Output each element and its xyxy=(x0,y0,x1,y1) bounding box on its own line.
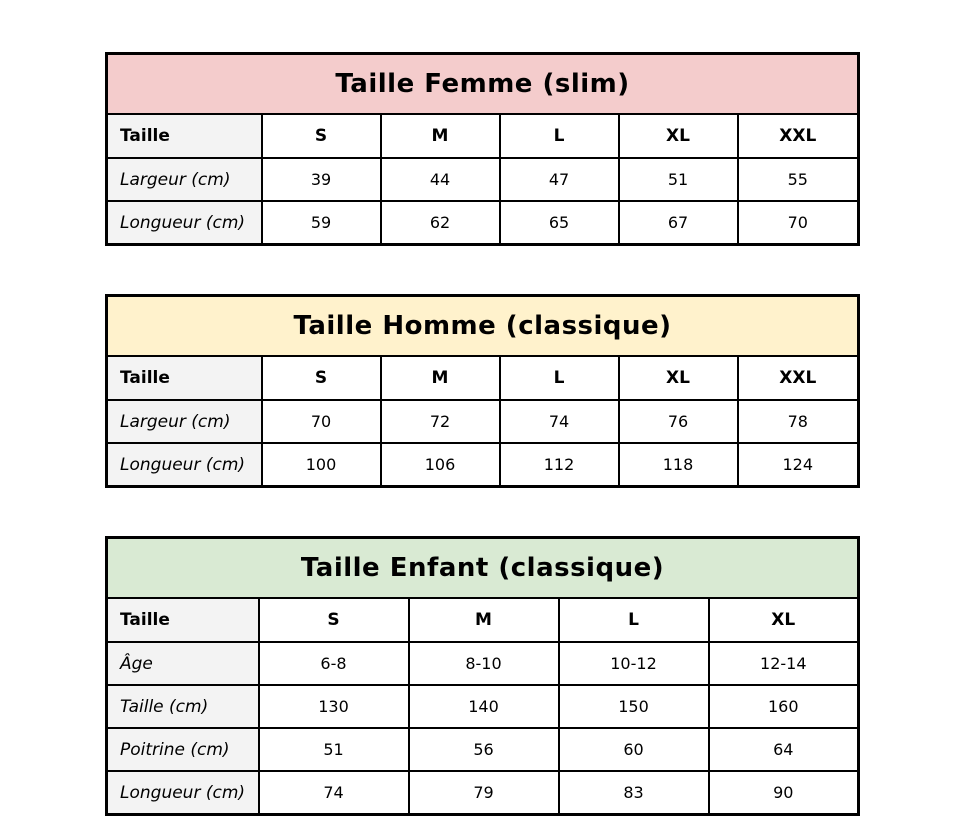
table-header-row xyxy=(107,114,859,158)
row-label: Largeur (cm) xyxy=(107,158,262,201)
size-value-cell: 60 xyxy=(559,728,709,771)
corner-header: Taille xyxy=(107,598,259,642)
corner-header: Taille xyxy=(107,356,262,400)
column-header-xxl: XXL xyxy=(738,356,859,400)
size-value-cell: 78 xyxy=(738,400,859,443)
row-label: Longueur (cm) xyxy=(107,443,262,487)
size-value-cell: 83 xyxy=(559,771,709,815)
column-header-l: L xyxy=(500,356,619,400)
size-value-cell: 10-12 xyxy=(559,642,709,685)
table-title-row xyxy=(107,54,859,115)
size-table-homme xyxy=(105,294,860,488)
size-value-cell: 55 xyxy=(738,158,859,201)
table-header-row xyxy=(107,598,859,642)
size-value-cell: 124 xyxy=(738,443,859,487)
column-header-xl: XL xyxy=(619,114,738,158)
table-title-femme: Taille Femme (slim) xyxy=(107,54,859,115)
size-value-cell: 160 xyxy=(709,685,859,728)
column-header-m: M xyxy=(409,598,559,642)
size-value-cell: 44 xyxy=(381,158,500,201)
size-value-cell: 12-14 xyxy=(709,642,859,685)
size-value-cell: 70 xyxy=(738,201,859,245)
table-row xyxy=(107,728,859,771)
size-value-cell: 70 xyxy=(262,400,381,443)
table-row xyxy=(107,642,859,685)
size-value-cell: 90 xyxy=(709,771,859,815)
corner-header: Taille xyxy=(107,114,262,158)
size-table-femme xyxy=(105,52,860,246)
column-header-m: M xyxy=(381,356,500,400)
size-value-cell: 74 xyxy=(500,400,619,443)
size-value-cell: 6-8 xyxy=(259,642,409,685)
size-value-cell: 130 xyxy=(259,685,409,728)
table-row xyxy=(107,201,859,245)
size-value-cell: 76 xyxy=(619,400,738,443)
size-value-cell: 140 xyxy=(409,685,559,728)
column-header-l: L xyxy=(500,114,619,158)
table-title-row xyxy=(107,538,859,599)
row-label: Longueur (cm) xyxy=(107,201,262,245)
table-row xyxy=(107,685,859,728)
size-value-cell: 150 xyxy=(559,685,709,728)
size-value-cell: 65 xyxy=(500,201,619,245)
size-value-cell: 64 xyxy=(709,728,859,771)
size-value-cell: 62 xyxy=(381,201,500,245)
table-row xyxy=(107,158,859,201)
size-value-cell: 59 xyxy=(262,201,381,245)
column-header-xl: XL xyxy=(709,598,859,642)
table-row xyxy=(107,400,859,443)
column-header-s: S xyxy=(262,356,381,400)
row-label: Longueur (cm) xyxy=(107,771,259,815)
column-header-xxl: XXL xyxy=(738,114,859,158)
size-value-cell: 39 xyxy=(262,158,381,201)
column-header-m: M xyxy=(381,114,500,158)
size-value-cell: 100 xyxy=(262,443,381,487)
size-value-cell: 106 xyxy=(381,443,500,487)
size-value-cell: 74 xyxy=(259,771,409,815)
size-value-cell: 112 xyxy=(500,443,619,487)
size-value-cell: 47 xyxy=(500,158,619,201)
size-value-cell: 8-10 xyxy=(409,642,559,685)
row-label: Taille (cm) xyxy=(107,685,259,728)
size-value-cell: 56 xyxy=(409,728,559,771)
size-value-cell: 118 xyxy=(619,443,738,487)
size-value-cell: 67 xyxy=(619,201,738,245)
column-header-s: S xyxy=(262,114,381,158)
row-label: Âge xyxy=(107,642,259,685)
size-table-enfant xyxy=(105,536,860,816)
table-row xyxy=(107,771,859,815)
column-header-l: L xyxy=(559,598,709,642)
size-value-cell: 51 xyxy=(259,728,409,771)
size-value-cell: 79 xyxy=(409,771,559,815)
table-title-row xyxy=(107,296,859,357)
table-row xyxy=(107,443,859,487)
size-value-cell: 72 xyxy=(381,400,500,443)
row-label: Largeur (cm) xyxy=(107,400,262,443)
column-header-s: S xyxy=(259,598,409,642)
table-title-enfant: Taille Enfant (classique) xyxy=(107,538,859,599)
row-label: Poitrine (cm) xyxy=(107,728,259,771)
column-header-xl: XL xyxy=(619,356,738,400)
table-header-row xyxy=(107,356,859,400)
table-title-homme: Taille Homme (classique) xyxy=(107,296,859,357)
size-value-cell: 51 xyxy=(619,158,738,201)
